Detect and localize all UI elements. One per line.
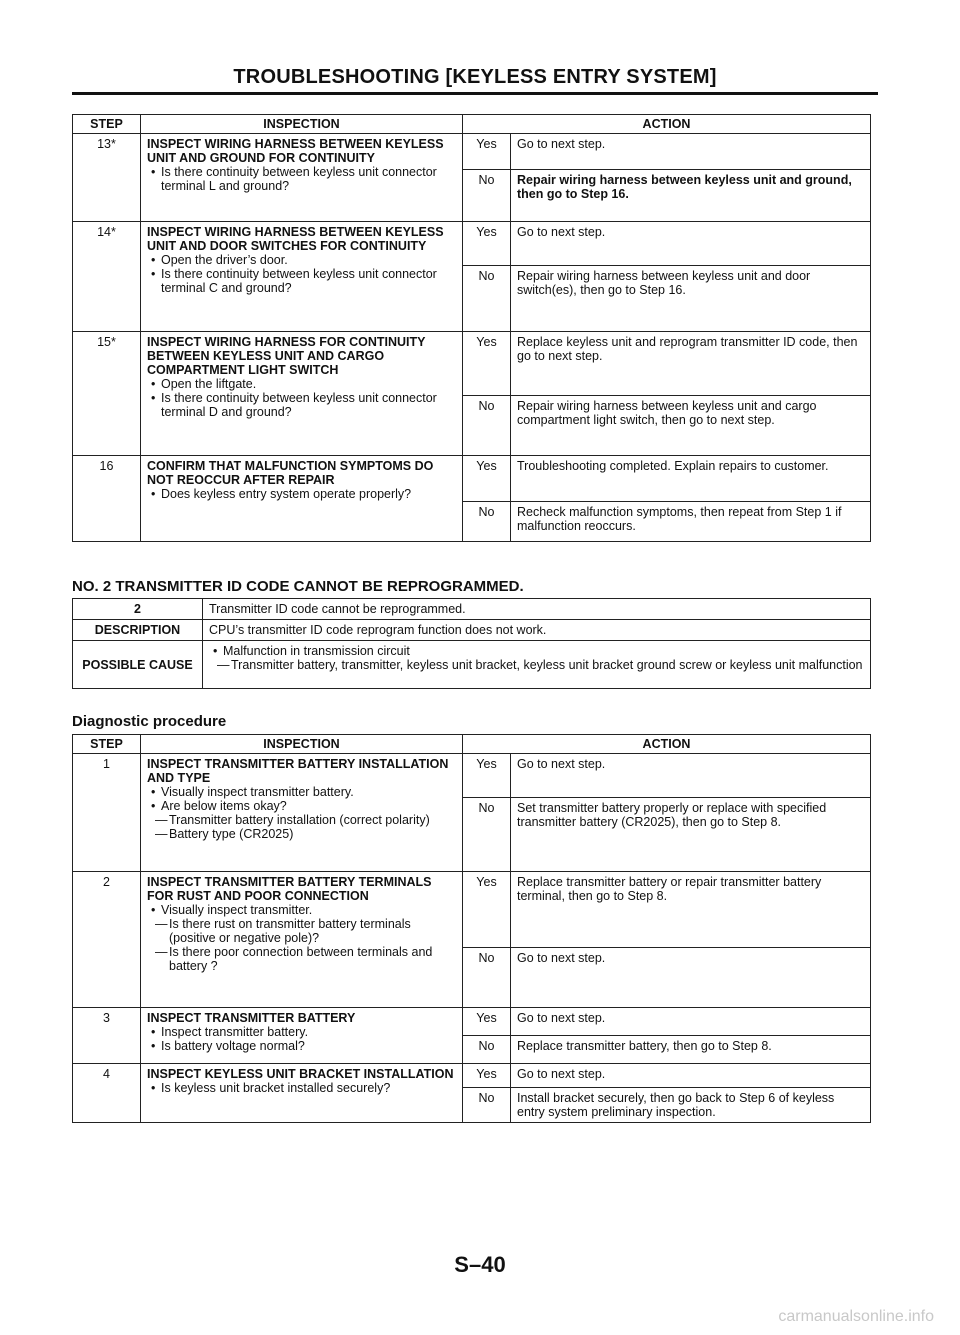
step-number: 4	[73, 1064, 141, 1123]
problem-number: 2	[73, 599, 203, 620]
yes-label: Yes	[463, 1064, 511, 1088]
yes-label: Yes	[463, 1008, 511, 1036]
yes-action: Go to next step.	[511, 134, 871, 170]
inspection-bullet: • Are below items okay?	[147, 799, 456, 813]
inspection-title: INSPECT TRANSMITTER BATTERY TERMINALS FOR RUST AND POOR CONNECTION	[147, 875, 432, 903]
inspection-cell	[141, 1064, 463, 1123]
description-row	[73, 620, 871, 641]
possible-cause-row	[73, 641, 871, 689]
inspection-bullet: • Is there continuity between keyless unit connector terminal C and ground?	[147, 267, 456, 295]
problem-summary-table	[72, 598, 871, 689]
possible-cause-cell	[203, 641, 871, 689]
no-action: Repair wiring harness between keyless unit and cargo compartment light switch, then go to next step.	[511, 396, 871, 456]
header-action: ACTION	[463, 115, 871, 134]
header-inspection: INSPECTION	[141, 735, 463, 754]
header-inspection: INSPECTION	[141, 115, 463, 134]
subitem-text: — Is there rust on transmitter battery terminals (positive or negative pole)?	[169, 917, 411, 945]
table-row	[73, 134, 871, 170]
problem-summary: Transmitter ID code cannot be reprogrammed.	[203, 599, 871, 620]
yes-action: Go to next step.	[511, 222, 871, 266]
subitem-text: — Is there poor connection between terminals and battery ?	[169, 945, 433, 973]
description-label: DESCRIPTION	[73, 620, 203, 641]
yes-action: Go to next step.	[511, 1064, 871, 1088]
yes-label: Yes	[463, 872, 511, 948]
inspection-title: INSPECT WIRING HARNESS FOR CONTINUITY BETWEEN KEYLESS UNIT AND CARGO COMPARTMENT LIGHT SWITCH	[147, 335, 426, 377]
table-row	[73, 332, 871, 396]
yes-label: Yes	[463, 456, 511, 502]
table-header-row	[73, 115, 871, 134]
no-action: Install bracket securely, then go back to Step 6 of keyless entry system preliminary inspection.	[511, 1088, 871, 1123]
inspection-subitem	[147, 827, 456, 841]
inspection-bullet: • Is keyless unit bracket installed securely?	[147, 1081, 456, 1095]
yes-label: Yes	[463, 222, 511, 266]
table-row	[73, 222, 871, 266]
title-divider	[72, 92, 878, 95]
no-label: No	[463, 1088, 511, 1123]
no-label: No	[463, 396, 511, 456]
cause-detail-text: — Transmitter battery, transmitter, keyless unit bracket, keyless unit bracket ground screw or keyless unit malfunction	[231, 658, 863, 672]
step-number: 1	[73, 754, 141, 872]
yes-label: Yes	[463, 134, 511, 170]
yes-action: Go to next step.	[511, 1008, 871, 1036]
table-row	[73, 1064, 871, 1088]
subitem-text: — Battery type (CR2025)	[169, 827, 294, 841]
troubleshooting-table-1	[72, 114, 871, 542]
table-row	[73, 754, 871, 798]
table-row	[73, 872, 871, 948]
inspection-cell	[141, 754, 463, 872]
inspection-cell	[141, 222, 463, 332]
inspection-bullet: • Visually inspect transmitter battery.	[147, 785, 456, 799]
inspection-bullet: • Visually inspect transmitter.	[147, 903, 456, 917]
inspection-bullet: • Inspect transmitter battery.	[147, 1025, 456, 1039]
no-action: Repair wiring harness between keyless unit and door switch(es), then go to Step 16.	[511, 266, 871, 332]
inspection-title: INSPECT TRANSMITTER BATTERY INSTALLATION AND TYPE	[147, 757, 449, 785]
no-action: Replace transmitter battery, then go to Step 8.	[511, 1036, 871, 1064]
header-action: ACTION	[463, 735, 871, 754]
possible-cause-label: POSSIBLE CAUSE	[73, 641, 203, 689]
yes-action: Go to next step.	[511, 754, 871, 798]
inspection-bullet: • Open the driver’s door.	[147, 253, 456, 267]
no-action: Go to next step.	[511, 948, 871, 1008]
step-number: 15*	[73, 332, 141, 456]
yes-action: Replace transmitter battery or repair transmitter battery terminal, then go to Step 8.	[511, 872, 871, 948]
inspection-bullet: • Is there continuity between keyless unit connector terminal L and ground?	[147, 165, 456, 193]
no-label: No	[463, 798, 511, 872]
yes-label: Yes	[463, 332, 511, 396]
subitem-text: — Transmitter battery installation (correct polarity)	[169, 813, 430, 827]
inspection-subitem	[147, 917, 456, 945]
diagnostic-heading: Diagnostic procedure	[72, 713, 227, 730]
section-heading: NO. 2 TRANSMITTER ID CODE CANNOT BE REPROGRAMMED.	[72, 578, 524, 595]
cause-detail	[209, 658, 864, 672]
inspection-bullet: • Open the liftgate.	[147, 377, 456, 391]
table-header-row	[73, 735, 871, 754]
step-number: 14*	[73, 222, 141, 332]
no-label: No	[463, 266, 511, 332]
no-action: Recheck malfunction symptoms, then repeat from Step 1 if malfunction reoccurs.	[511, 502, 871, 542]
header-step: STEP	[73, 735, 141, 754]
no-label: No	[463, 170, 511, 222]
table-row	[73, 1008, 871, 1036]
no-label: No	[463, 502, 511, 542]
no-label: No	[463, 948, 511, 1008]
step-number: 3	[73, 1008, 141, 1064]
table-row	[73, 456, 871, 502]
inspection-subitem	[147, 945, 456, 973]
page-title: TROUBLESHOOTING [KEYLESS ENTRY SYSTEM]	[233, 66, 717, 88]
diagnostic-table	[72, 734, 871, 1123]
inspection-subitem	[147, 813, 456, 827]
no-label: No	[463, 1036, 511, 1064]
yes-action: Replace keyless unit and reprogram transmitter ID code, then go to next step.	[511, 332, 871, 396]
inspection-title: INSPECT WIRING HARNESS BETWEEN KEYLESS UNIT AND GROUND FOR CONTINUITY	[147, 137, 444, 165]
inspection-bullet: • Is battery voltage normal?	[147, 1039, 456, 1053]
inspection-title: INSPECT WIRING HARNESS BETWEEN KEYLESS UNIT AND DOOR SWITCHES FOR CONTINUITY	[147, 225, 444, 253]
summary-row	[73, 599, 871, 620]
inspection-cell	[141, 332, 463, 456]
inspection-title: INSPECT TRANSMITTER BATTERY	[147, 1011, 356, 1025]
header-step: STEP	[73, 115, 141, 134]
yes-action: Troubleshooting completed. Explain repairs to customer.	[511, 456, 871, 502]
inspection-bullet: • Is there continuity between keyless unit connector terminal D and ground?	[147, 391, 456, 419]
no-action: Repair wiring harness between keyless unit and ground, then go to Step 16.	[511, 170, 871, 222]
inspection-title: CONFIRM THAT MALFUNCTION SYMPTOMS DO NOT REOCCUR AFTER REPAIR	[147, 459, 434, 487]
page-number: S–40	[454, 1252, 506, 1277]
yes-label: Yes	[463, 754, 511, 798]
description-text: CPU’s transmitter ID code reprogram function does not work.	[203, 620, 871, 641]
no-action: Set transmitter battery properly or replace with specified transmitter battery (CR2025), then go to Step 8.	[511, 798, 871, 872]
watermark: carmanualsonline.info	[778, 1308, 934, 1325]
inspection-cell	[141, 872, 463, 1008]
inspection-title: INSPECT KEYLESS UNIT BRACKET INSTALLATION	[147, 1067, 454, 1081]
inspection-bullet: • Does keyless entry system operate properly?	[147, 487, 456, 501]
step-number: 16	[73, 456, 141, 542]
inspection-cell	[141, 1008, 463, 1064]
step-number: 13*	[73, 134, 141, 222]
inspection-cell	[141, 456, 463, 542]
inspection-cell	[141, 134, 463, 222]
cause-bullet: • Malfunction in transmission circuit	[209, 644, 864, 658]
step-number: 2	[73, 872, 141, 1008]
